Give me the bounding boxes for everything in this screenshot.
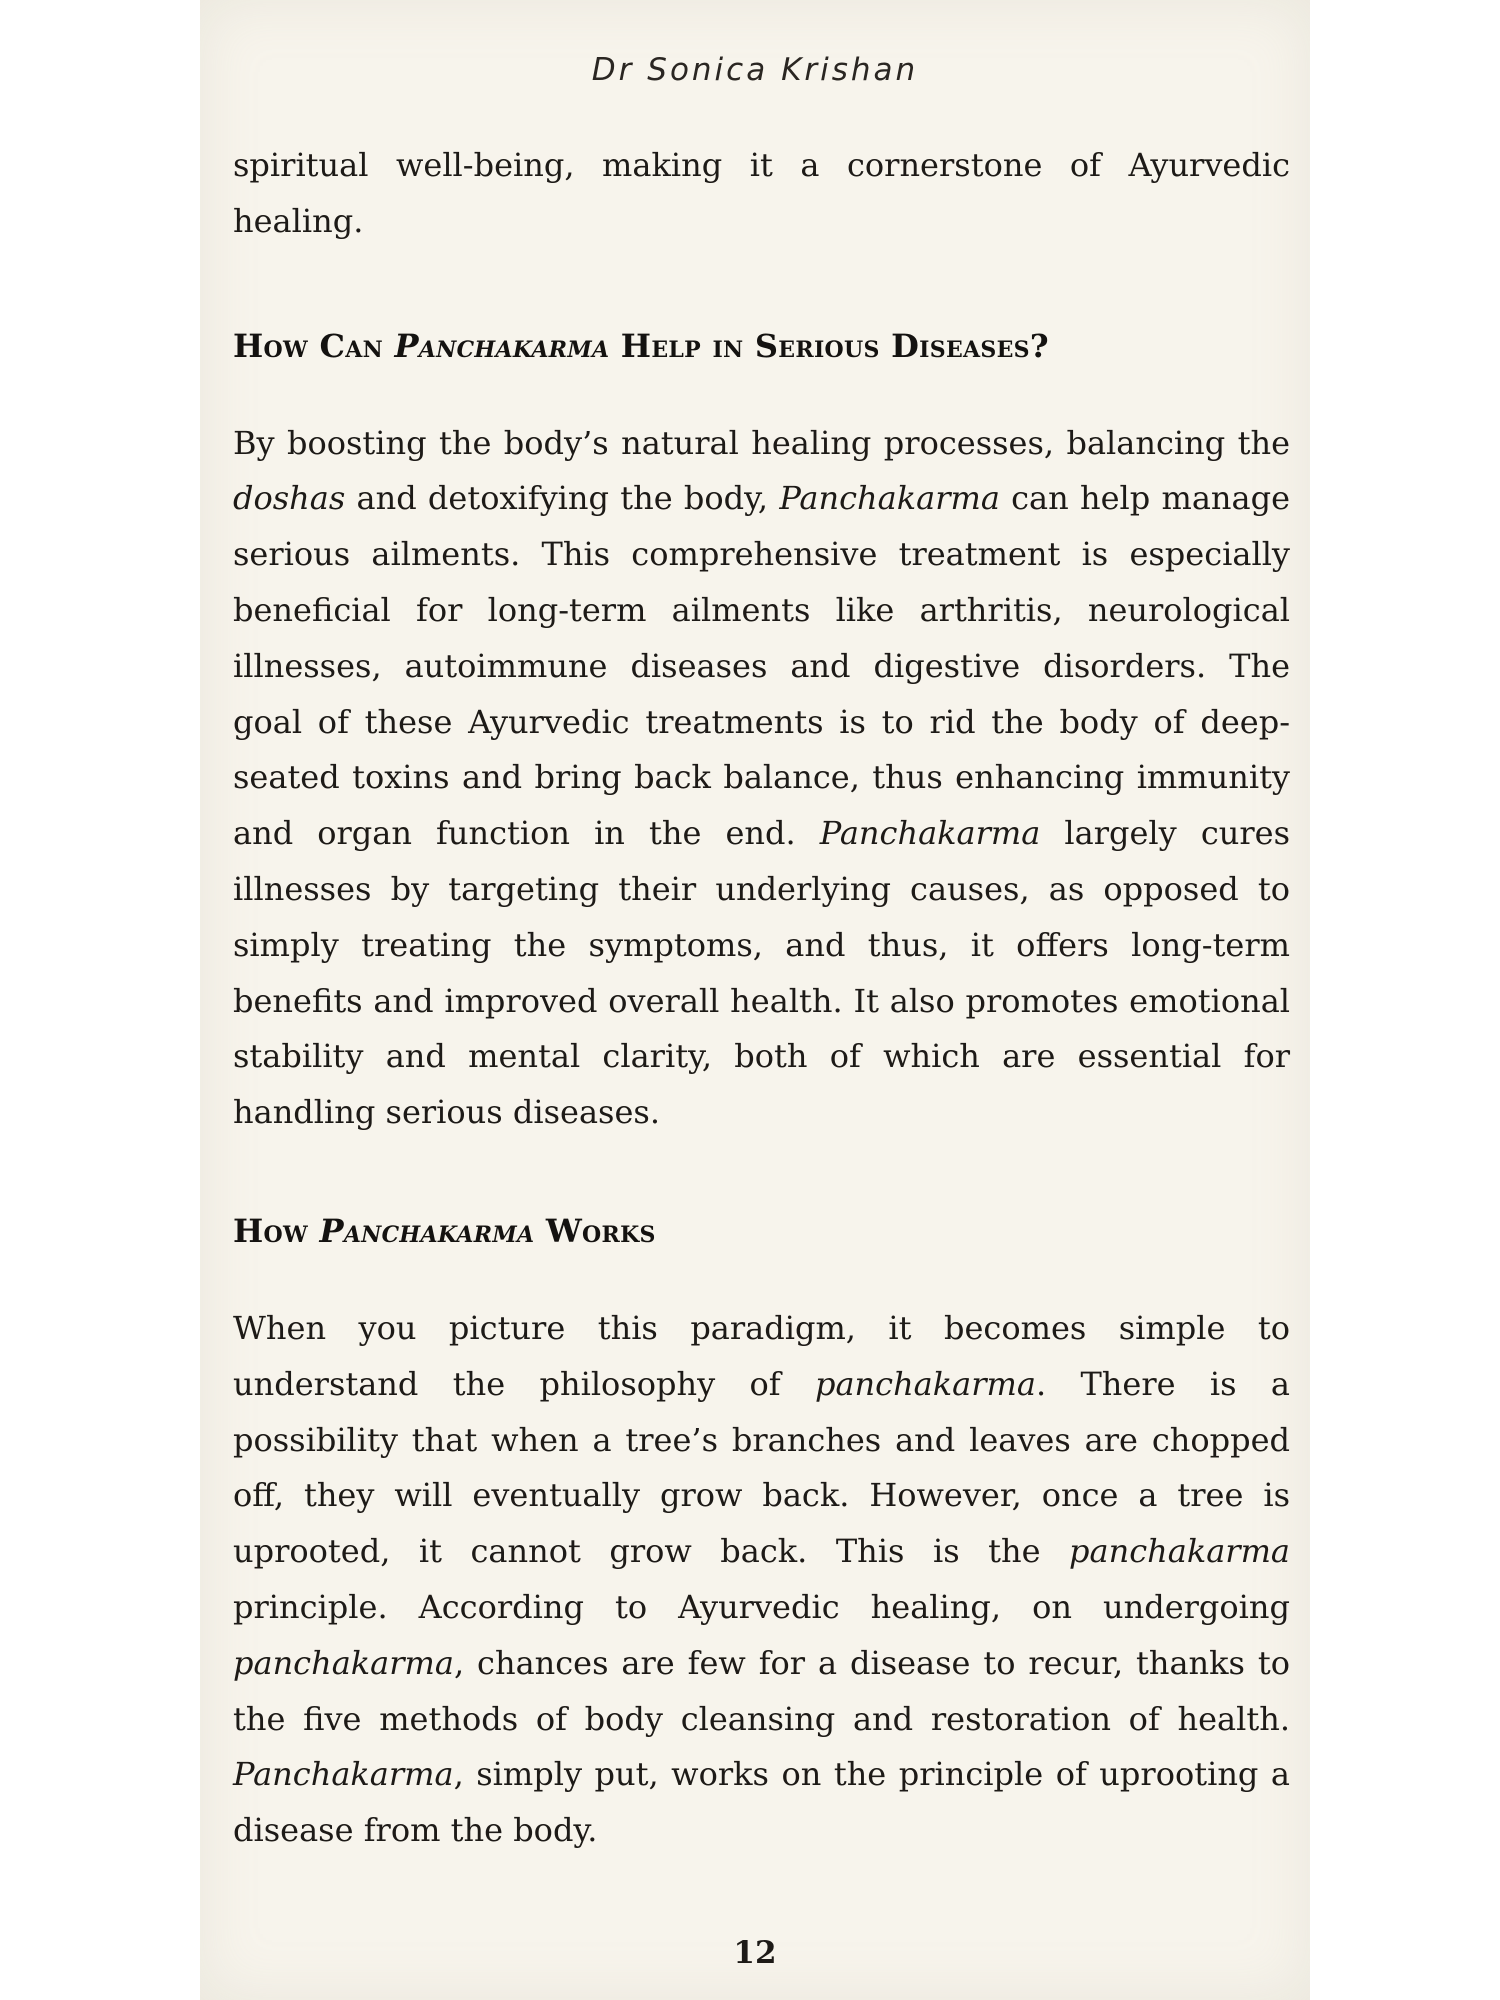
italic-term: doshas (233, 479, 346, 518)
heading-text: How Can (233, 326, 395, 365)
paragraph-text: can help manage serious ailments. This comprehensive treatment is especially beneficial for long-term ailments like arthritis, neurological illnesses, autoimmune diseases and digestive disorders. The goal of these Ayurvedic treatments is to rid the body of deep-seated toxins and bring back balance, thus enhancing immunity and organ function in the end. (233, 479, 1291, 853)
paragraph-text: and detoxifying the body, (345, 479, 780, 518)
page-content (233, 138, 1290, 1859)
page-number: 12 (733, 1935, 777, 1971)
heading-italic-term: Panchakarma (319, 1211, 535, 1250)
paragraph-text: When you picture this paradigm, it becomes simple to understand the philosophy of (233, 1308, 1290, 1403)
running-head-author: Dr Sonica Krishan (591, 52, 919, 88)
italic-term: panchakarma (1069, 1532, 1290, 1571)
carryover-paragraph: spiritual well-being, making it a cornerstone of Ayurvedic healing. (233, 146, 1290, 240)
heading-text: Help in Serious Diseases? (609, 326, 1049, 365)
paragraph-text: , simply put, works on the principle of uprooting a disease from the body. (233, 1755, 1290, 1850)
paragraph-text: principle. According to Ayurvedic healing, on undergoing (233, 1587, 1290, 1626)
italic-term: Panchakarma (233, 1755, 454, 1794)
book-page (200, 0, 1310, 2000)
italic-term: panchakarma (233, 1643, 454, 1682)
italic-term: Panchakarma (779, 479, 1000, 518)
paragraph-text: By boosting the body’s natural healing processes, balancing the (233, 423, 1290, 462)
paragraph-how-it-works (233, 1301, 1290, 1859)
heading-italic-term: Panchakarma (394, 326, 610, 365)
section-heading-serious-diseases (233, 322, 1290, 370)
italic-term: panchakarma (814, 1364, 1036, 1403)
section-heading-how-it-works (233, 1207, 1290, 1255)
heading-text: How (233, 1211, 320, 1250)
italic-term: Panchakarma (819, 814, 1041, 853)
paragraph-text: . There is a possibility that when a tree’s branches and leaves are chopped off, they will eventually grow back. However, once a tree is uprooted, it cannot grow back. This is the (233, 1364, 1290, 1571)
heading-text: Works (534, 1211, 656, 1250)
paragraph-text: largely cures illnesses by targeting their underlying causes, as opposed to simply treating the symptoms, and thus, it offers long-term benefits and improved overall health. It also promotes emotional stability and mental clarity, both of which are essential for handling serious diseases. (233, 814, 1291, 1132)
paragraph-serious-diseases (233, 416, 1290, 1141)
paragraph-text: , chances are few for a disease to recur, thanks to the five methods of body cleansing and restoration of health. (233, 1643, 1290, 1738)
